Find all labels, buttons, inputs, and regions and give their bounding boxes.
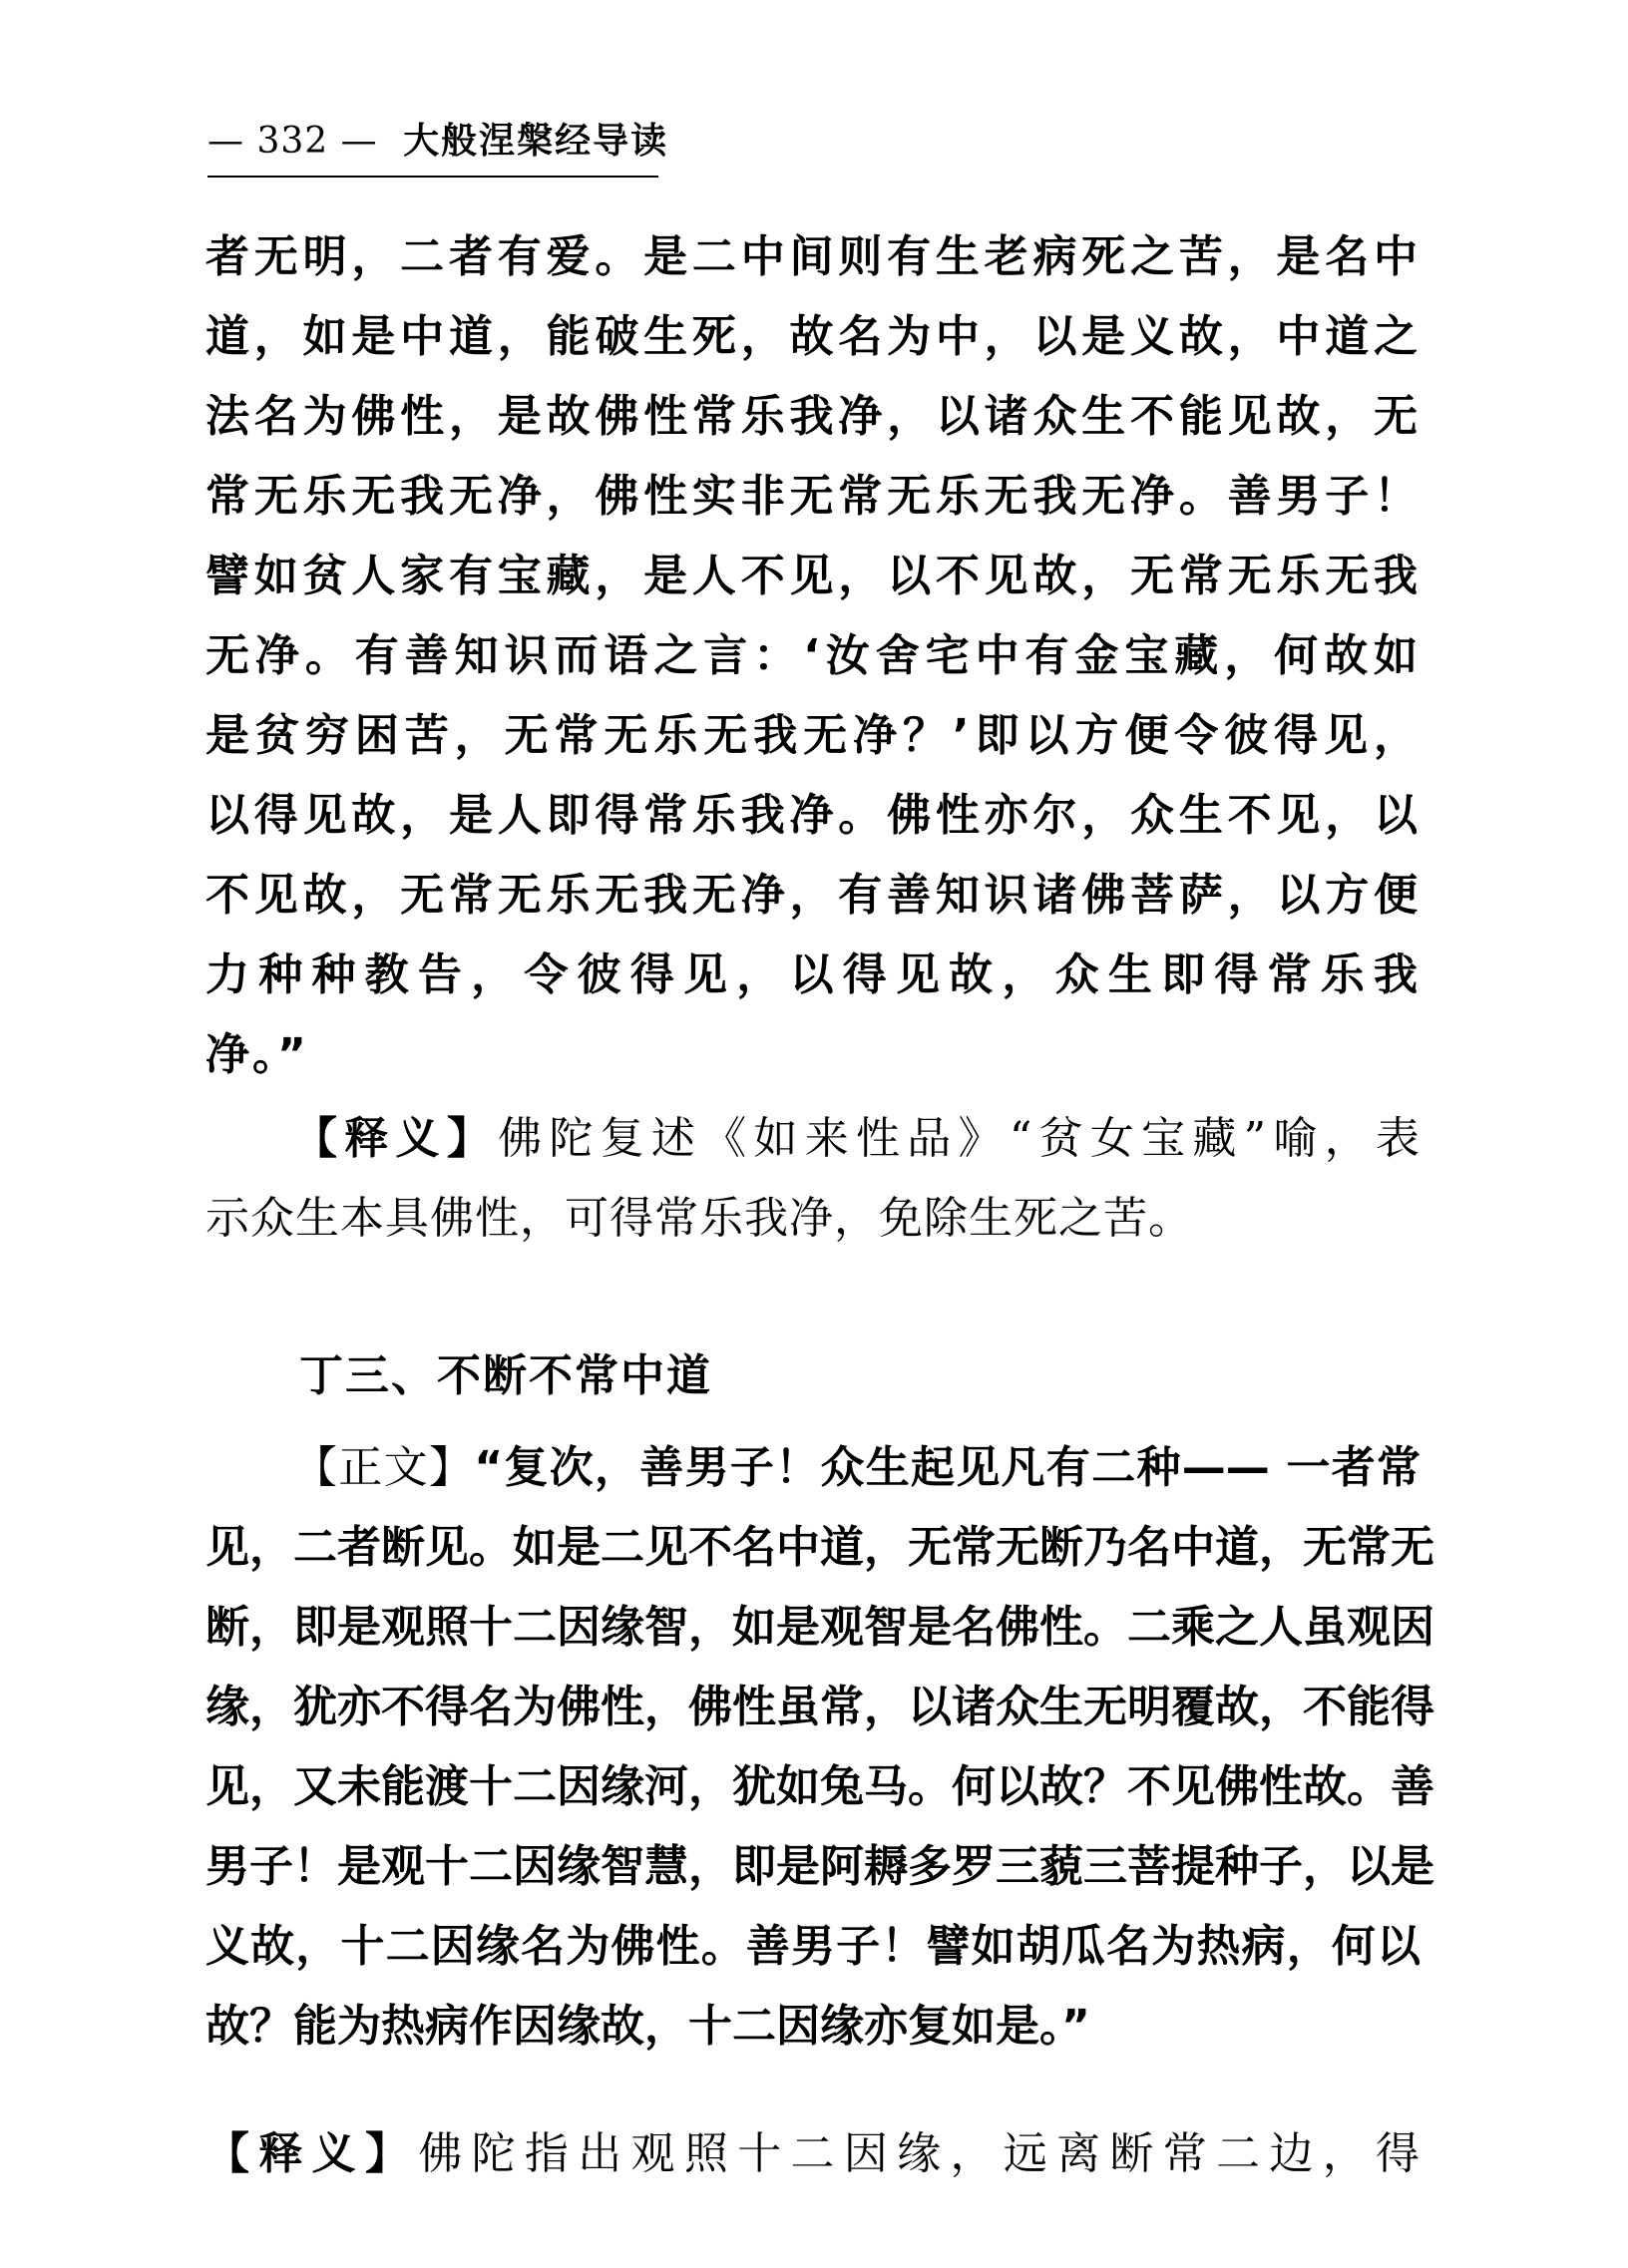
text-line: 见，二者断见。如是二见不名中道，无常无断乃名中道，无常无 (205, 1522, 1434, 1573)
text-line: 见，又未能渡十二因缘河，犹如兔马。何以故？不见佛性故。善 (205, 1761, 1434, 1812)
text-line: 力种种教告，令彼得见，以得见故，众生即得常乐我 (205, 949, 1421, 1000)
commentary-tag: 【释义】 (205, 2128, 419, 2179)
commentary-line: 示众生本具佛性，可得常乐我净，免除生死之苦。 (205, 1193, 1193, 1244)
text-line-content: “复次，善男子！众生起见凡有二种—— 一者常 (474, 1442, 1421, 1493)
commentary-text: 佛陀指出观照十二因缘，远离断常二边，得 (418, 2128, 1422, 2179)
book-title: 大般涅槃经导读 (403, 121, 669, 162)
commentary-line (205, 1099, 1421, 1179)
text-line: 故？能为热病作因缘故，十二因缘亦复如是。” (205, 2001, 1090, 2052)
commentary-block-2 (205, 2114, 1421, 2194)
commentary-block-1 (205, 1099, 1421, 1259)
sutra-text-block-2 (205, 1428, 1434, 2067)
page-number: — 332 — (207, 121, 378, 162)
text-line: 是贫穷困苦，无常无乐无我无净？’即以方便令彼得见， (205, 710, 1421, 761)
section-heading: 丁三、不断不常中道 (299, 1350, 712, 1401)
commentary-line (205, 2114, 1421, 2194)
running-header (207, 118, 669, 178)
main-text-tag: 【正文】 (293, 1442, 475, 1493)
text-line: 断，即是观照十二因缘智，如是观智是名佛性。二乘之人虽观因 (205, 1602, 1434, 1653)
text-line: 譬如贫人家有宝藏，是人不见，以不见故，无常无乐无我 (205, 551, 1421, 601)
text-line: 以得见故，是人即得常乐我净。佛性亦尔，众生不见，以 (205, 790, 1421, 841)
text-line: 道，如是中道，能破生死，故名为中，以是义故，中道之 (205, 311, 1421, 362)
text-line: 净。” (205, 1029, 309, 1080)
commentary-tag: 【释义】 (293, 1113, 499, 1164)
text-line: 者无明，二者有爱。是二中间则有生老病死之苦，是名中 (205, 231, 1421, 282)
commentary-text: 佛陀复述《如来性品》“贫女宝藏”喻，表 (498, 1113, 1421, 1164)
sutra-text-block-1 (205, 217, 1421, 1095)
text-line: 常无乐无我无净，佛性实非无常无乐无我无净。善男子！ (205, 471, 1421, 522)
text-line: 缘，犹亦不得名为佛性，佛性虽常，以诸众生无明覆故，不能得 (205, 1682, 1434, 1732)
text-line: 不见故，无常无乐无我无净，有善知识诸佛菩萨，以方便 (205, 870, 1421, 921)
text-line: 无净。有善知识而语之言：‘汝舍宅中有金宝藏，何故如 (205, 630, 1421, 681)
text-line: 男子！是观十二因缘智慧，即是阿耨多罗三藐三菩提种子，以是 (205, 1841, 1434, 1892)
text-line: 法名为佛性，是故佛性常乐我净，以诸众生不能见故，无 (205, 391, 1421, 442)
text-line (205, 1428, 1421, 1508)
text-line: 义故，十二因缘名为佛性。善男子！譬如胡瓜名为热病，何以 (205, 1921, 1421, 1972)
